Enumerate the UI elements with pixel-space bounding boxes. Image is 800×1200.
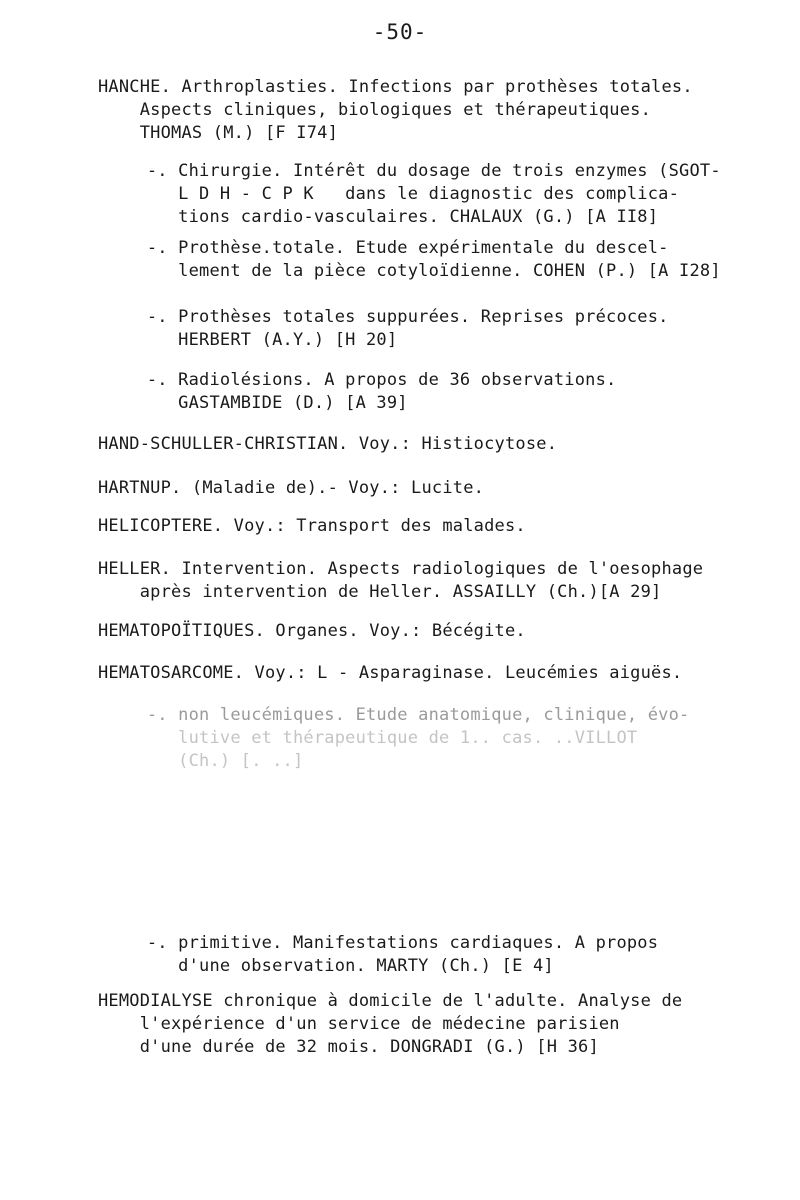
index-entry-chirurgie [126, 160, 721, 229]
entry-line: HEMATOPOÏTIQUES. Organes. Voy.: Bécégite. [98, 621, 526, 641]
entry-line: GASTAMBIDE (D.) [A 39] [126, 393, 408, 413]
entry-line: Aspects cliniques, biologiques et thérapeutiques. [98, 100, 652, 120]
entry-line: HEMATOSARCOME. Voy.: L - Asparaginase. Leucémies aiguës. [98, 663, 683, 683]
entry-line: -. non leucémiques. Etude anatomique, clinique, évo- [126, 705, 690, 725]
entry-line: d'une durée de 32 mois. DONGRADI (G.) [H 36] [98, 1037, 599, 1057]
index-entry-heller [98, 558, 703, 604]
entry-line: -. Prothèse.totale. Etude expérimentale du descel- [126, 238, 669, 258]
entry-line: HEMODIALYSE chronique à domicile de l'adulte. Analyse de [98, 991, 683, 1011]
entry-line: d'une observation. MARTY (Ch.) [E 4] [126, 956, 554, 976]
entry-line: lement de la pièce cotyloïdienne. COHEN (P.) [A I28] [126, 261, 721, 281]
index-entry-protheses-suppurees [126, 306, 669, 352]
index-entry-helicoptere [98, 515, 526, 538]
entry-line: tions cardio-vasculaires. CHALAUX (G.) [A II8] [126, 207, 659, 227]
index-entry-hand-schuller-christian [98, 433, 557, 456]
index-entry-hemodialyse [98, 990, 682, 1059]
entry-line: -. Radiolésions. A propos de 36 observations. [126, 370, 617, 390]
index-entry-hematopoitiques [98, 620, 526, 643]
entry-line: l'expérience d'un service de médecine parisien [98, 1014, 620, 1034]
entry-line: -. Prothèses totales suppurées. Reprises précoces. [126, 307, 669, 327]
index-entry-hartnup [98, 477, 484, 500]
entry-line: L D H - C P K dans le diagnostic des complica- [126, 184, 680, 204]
entry-line: THOMAS (M.) [F I74] [98, 123, 339, 143]
entry-line: -. primitive. Manifestations cardiaques. A propos [126, 933, 659, 953]
index-entry-hanche [98, 76, 693, 145]
index-entry-radiolesions [126, 369, 616, 415]
entry-line: HARTNUP. (Maladie de).- Voy.: Lucite. [98, 478, 485, 498]
entry-line: HERBERT (A.Y.) [H 20] [126, 330, 398, 350]
entry-line: HANCHE. Arthroplasties. Infections par prothèses totales. [98, 77, 693, 97]
entry-line: après intervention de Heller. ASSAILLY (Ch.)[A 29] [98, 582, 662, 602]
index-entry-primitive [126, 932, 658, 978]
entry-line: (Ch.) [. ..] [126, 751, 304, 771]
entry-line: HELLER. Intervention. Aspects radiologiques de l'oesophage [98, 559, 704, 579]
entry-line: -. Chirurgie. Intérêt du dosage de trois enzymes (SGOT- [126, 161, 721, 181]
index-entry-hematosarcome [98, 662, 682, 685]
entry-line: HAND-SCHULLER-CHRISTIAN. Voy.: Histiocytose. [98, 434, 558, 454]
entry-line: HELICOPTERE. Voy.: Transport des malades. [98, 516, 526, 536]
page-number: -50- [372, 20, 428, 44]
index-entry-prothese-totale [126, 237, 721, 283]
entry-line: lutive et thérapeutique de 1.. cas. ..VILLOT [126, 728, 638, 748]
index-entry-non-leucemiques [126, 704, 689, 773]
